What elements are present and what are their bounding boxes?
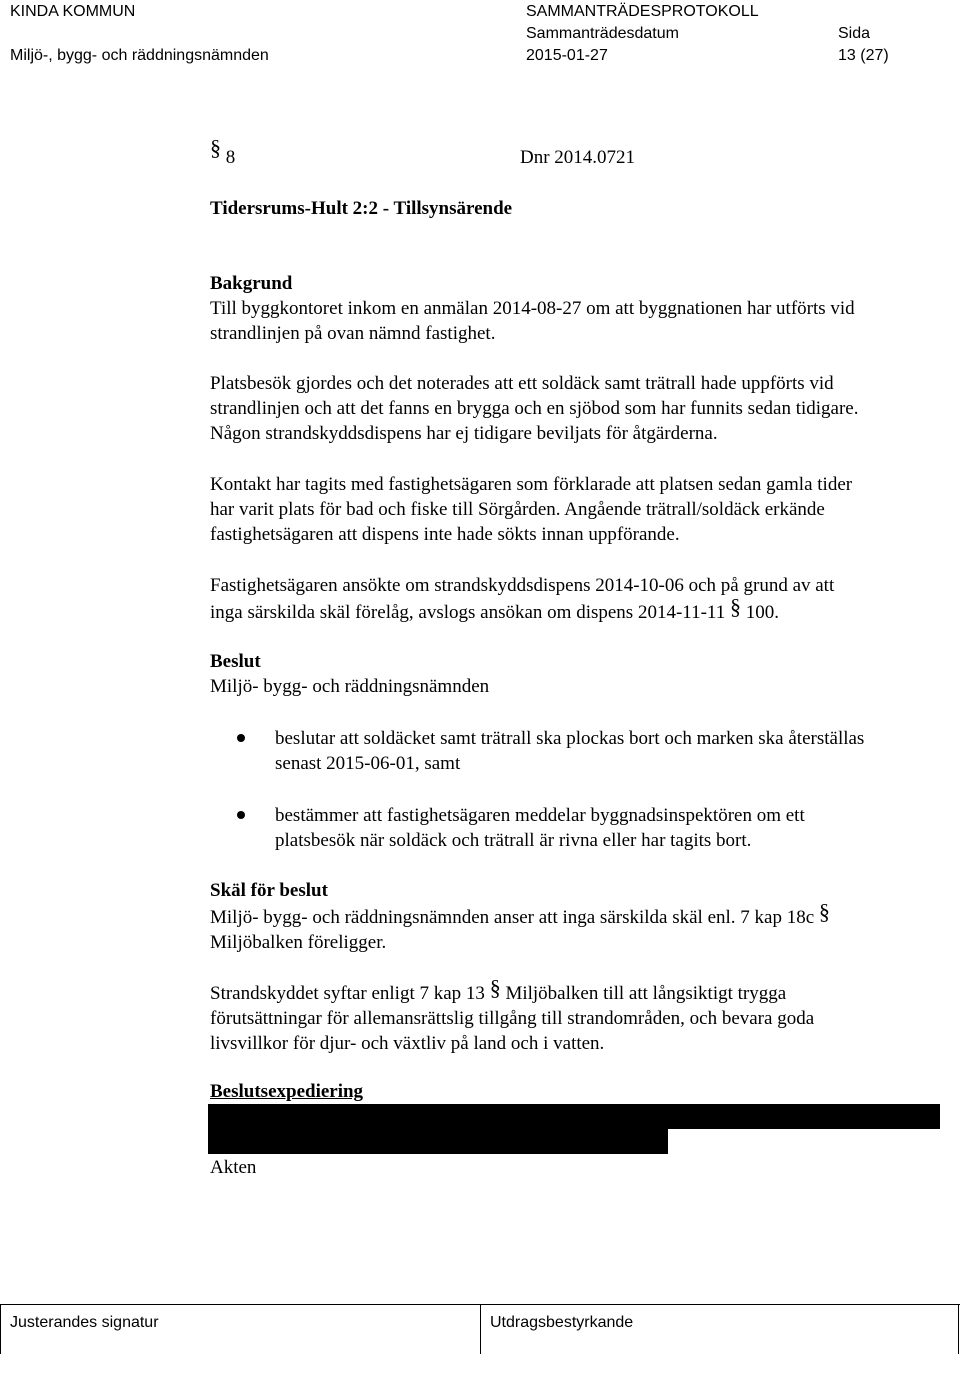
paragraph-symbol: §	[818, 899, 830, 924]
expediering-akten: Akten	[210, 1157, 257, 1178]
expediering-heading: Beslutsexpediering	[210, 1081, 364, 1102]
beslut-heading: Beslut	[210, 651, 261, 672]
text-fragment: Miljöbalken till att långsiktigt trygga	[505, 983, 787, 1004]
text-fragment: Miljö- bygg- och räddningsnämnden anser att inga särskilda skäl enl. 7 kap 18c	[210, 907, 815, 928]
paragraph-symbol: §	[729, 594, 741, 619]
header-page-value: 13 (27)	[838, 47, 889, 64]
text-line: har varit plats för bad och fiske till Sörgården. Angående trätrall/soldäck erkände	[210, 499, 825, 520]
text-fragment: Strandskyddet syftar enligt 7 kap 13	[210, 983, 485, 1004]
text-line	[210, 594, 955, 625]
text-line: strandlinjen på ovan nämnd fastighet.	[210, 323, 496, 344]
skal-heading: Skäl för beslut	[210, 880, 328, 901]
section-dnr: Dnr 2014.0721	[520, 147, 636, 168]
footer-divider	[480, 1304, 481, 1354]
text-line: Fastighetsägaren ansökte om strandskyddsdispens 2014-10-06 och på grund av att	[210, 575, 835, 596]
beslut-intro: Miljö- bygg- och räddningsnämnden	[210, 676, 490, 697]
text-line: Miljöbalken föreligger.	[210, 932, 387, 953]
section-symbol: §	[210, 135, 221, 160]
text-line: Platsbesök gjordes och det noterades att ett soldäck samt trätrall hade uppförts vid	[210, 373, 834, 394]
bakgrund-heading: Bakgrund	[210, 273, 293, 294]
header-date-label: Sammanträdesdatum	[526, 25, 679, 42]
bakgrund-paragraph-3	[210, 472, 955, 547]
text-line: fastighetsägaren att dispens inte hade sökts innan uppförande.	[210, 524, 680, 545]
header-page-label: Sida	[838, 25, 871, 42]
text-line: bestämmer att fastighetsägaren meddelar byggnadsinspektören om ett	[275, 805, 805, 826]
text-line: beslutar att soldäcket samt trätrall ska plockas bort och marken ska återställas	[275, 728, 865, 749]
footer-border	[958, 1304, 959, 1354]
footer-border	[0, 1304, 1, 1354]
text-line: förutsättningar för allemansrättslig tillgång till strandområden, och bevara goda	[210, 1008, 815, 1029]
text-fragment: inga särskilda skäl förelåg, avslogs ansökan om dispens 2014-11-11	[210, 602, 726, 623]
skal-paragraph-1	[210, 899, 955, 955]
bakgrund-paragraph-4	[210, 573, 955, 625]
text-line	[210, 975, 955, 1006]
redaction-bar	[208, 1129, 668, 1154]
text-line: senast 2015-06-01, samt	[275, 753, 461, 774]
header-date-value: 2015-01-27	[526, 47, 608, 64]
bakgrund-paragraph-1	[210, 296, 955, 346]
text-line: strandlinjen och att det fanns en brygga och en sjöbod som har funnits sedan tidigare.	[210, 398, 859, 419]
text-line	[210, 899, 955, 930]
text-line: livsvillkor för djur- och växtliv på land och i vatten.	[210, 1033, 605, 1054]
section-number-value: 8	[225, 147, 236, 168]
bakgrund-paragraph-2	[210, 371, 955, 446]
header-committee: Miljö-, bygg- och räddningsnämnden	[10, 47, 269, 64]
beslut-bullet-2	[275, 803, 955, 853]
bullet-dot	[237, 734, 245, 742]
text-line: platsbesök när soldäck och trätrall är rivna eller har tagits bort.	[275, 830, 752, 851]
text-fragment: 100.	[745, 602, 779, 623]
redaction-bar	[208, 1104, 940, 1129]
section-number	[210, 135, 236, 170]
text-line: Kontakt har tagits med fastighetsägaren som förklarade att platsen sedan gamla tider	[210, 474, 853, 495]
footer-certification-label: Utdragsbestyrkande	[490, 1314, 634, 1331]
paragraph-symbol: §	[489, 975, 501, 1000]
section-title: Tidersrums-Hult 2:2 - Tillsynsärende	[210, 198, 513, 219]
text-line: Någon strandskyddsdispens har ej tidigare beviljats för åtgärderna.	[210, 423, 718, 444]
footer-signature-label: Justerandes signatur	[10, 1314, 159, 1331]
bullet-dot	[237, 811, 245, 819]
header-org: KINDA KOMMUN	[10, 3, 136, 20]
text-line: Till byggkontoret inkom en anmälan 2014-08-27 om att byggnationen har utförts vid	[210, 298, 855, 319]
header-doc-type: SAMMANTRÄDESPROTOKOLL	[526, 3, 759, 20]
beslut-bullet-1	[275, 726, 955, 776]
skal-paragraph-2	[210, 975, 955, 1056]
